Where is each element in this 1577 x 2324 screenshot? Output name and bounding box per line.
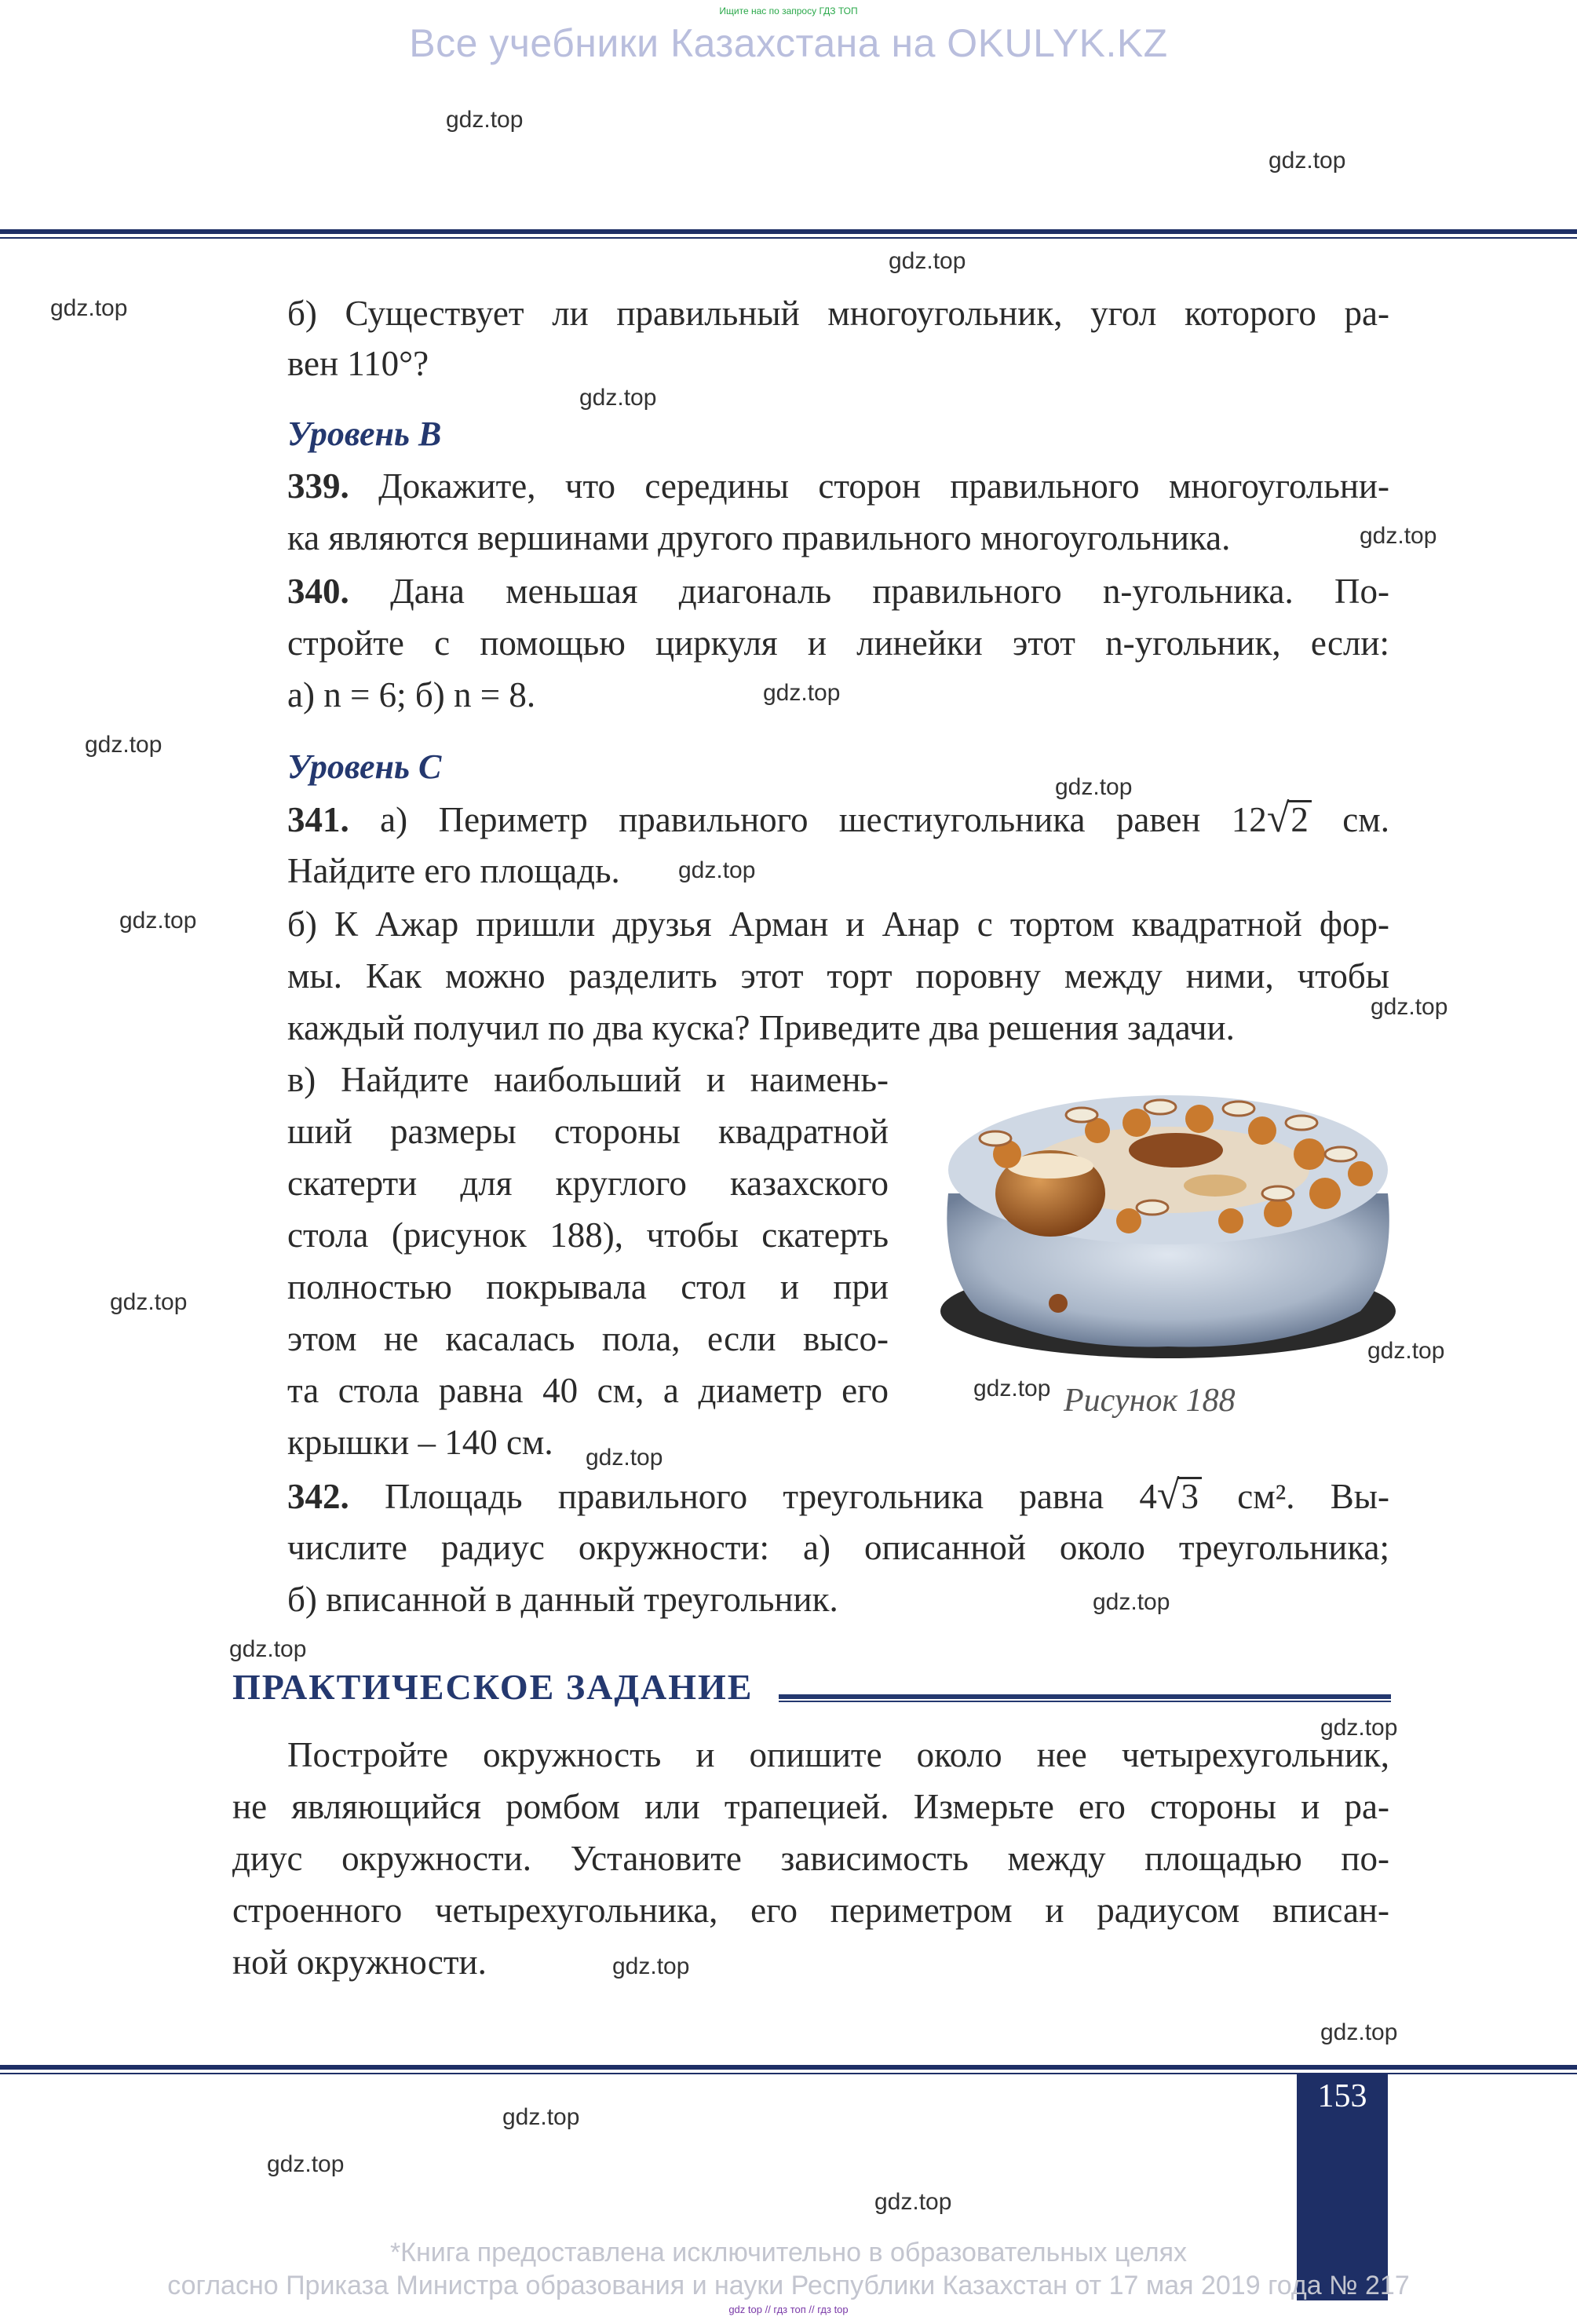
task342-unit: см². Вы- bbox=[1201, 1477, 1389, 1516]
practical-line: Постройте окружность и опишите около нее четырехугольник, bbox=[287, 1735, 1389, 1774]
task338b-line1: б) Существует ли правильный многоугольник, угол которого ра- bbox=[287, 294, 1389, 333]
task342-line1 bbox=[287, 1470, 1389, 1522]
task340-line2: стройте с помощью циркуля и линейки этот n-угольник, если: bbox=[287, 623, 1389, 663]
footer-line2: согласно Приказа Министра образования и науки Республики Казахстан от 17 мая 2019 года № 217 bbox=[167, 2271, 1410, 2300]
watermark: gdz.top bbox=[612, 1953, 690, 1979]
figure-caption: Рисунок 188 bbox=[1064, 1383, 1236, 1419]
watermark: gdz.top bbox=[267, 2151, 345, 2177]
sqrt-sign: √ bbox=[1266, 796, 1290, 841]
task341c-line: этом не касалась пола, если высо- bbox=[287, 1319, 889, 1358]
watermark: gdz.top bbox=[446, 107, 524, 133]
watermark: gdz.top bbox=[1093, 1589, 1170, 1615]
watermark: gdz.top bbox=[229, 1636, 307, 1662]
task340-line3: а) n = 6; б) n = 8. bbox=[287, 675, 536, 714]
watermark: gdz.top bbox=[1055, 774, 1133, 800]
watermark: gdz.top bbox=[1367, 1338, 1445, 1364]
top-rule bbox=[0, 229, 1577, 234]
footer-line1: *Книга предоставлена исключительно в образовательных целях bbox=[389, 2238, 1188, 2267]
watermark: gdz.top bbox=[1360, 523, 1437, 549]
task341c-line: крышки – 140 см. bbox=[287, 1423, 553, 1462]
task341a-root: 2 bbox=[1287, 800, 1312, 837]
top-notice: Ищите нас по запросу ГДЗ ТОП bbox=[719, 5, 858, 16]
heading-underline bbox=[779, 1694, 1391, 1699]
task339-number: 339. bbox=[287, 466, 349, 506]
figure-188-table-illustration bbox=[933, 1076, 1404, 1374]
watermark: gdz.top bbox=[119, 908, 197, 934]
task341c-line: стола (рисунок 188), чтобы скатерть bbox=[287, 1215, 889, 1255]
watermark: gdz.top bbox=[1320, 1715, 1398, 1741]
watermark: gdz.top bbox=[874, 2189, 952, 2215]
practical-line: строенного четырехугольника, его периметром и радиусом вписан- bbox=[232, 1891, 1389, 1930]
task341b-line3: каждый получил по два куска? Приведите два решения задачи. bbox=[287, 1008, 1235, 1047]
heading-underline-thin bbox=[779, 1701, 1391, 1702]
task342-number: 342. bbox=[287, 1477, 349, 1516]
task341a-unit: см. bbox=[1311, 800, 1389, 839]
task341b-line1: б) К Ажар пришли друзья Арман и Анар с тортом квадратной фор- bbox=[287, 904, 1389, 944]
practical-line: ной окружности. bbox=[232, 1942, 487, 1982]
watermark: gdz.top bbox=[85, 732, 162, 758]
bottom-rule bbox=[0, 2065, 1577, 2070]
level-b-heading: Уровень B bbox=[287, 415, 442, 453]
practical-task-heading: ПРАКТИЧЕСКОЕ ЗАДАНИЕ bbox=[232, 1667, 754, 1707]
task342-root: 3 bbox=[1177, 1477, 1202, 1514]
task341c-line: ший размеры стороны квадратной bbox=[287, 1112, 889, 1151]
task341-number: 341. bbox=[287, 800, 349, 839]
task341c-line: полностью покрывала стол и при bbox=[287, 1267, 889, 1306]
task340-number: 340. bbox=[287, 572, 349, 611]
task340-line1 bbox=[287, 565, 1389, 617]
task341a-line2: Найдите его площадь. bbox=[287, 851, 620, 890]
top-rule-thin bbox=[0, 237, 1577, 239]
task342-line2: числите радиус окружности: а) описанной около треугольника; bbox=[287, 1528, 1389, 1567]
practical-line: диус окружности. Установите зависимость между площадью по- bbox=[232, 1839, 1389, 1878]
footer-tiny: gdz top // гдз топ // гдз top bbox=[728, 2304, 849, 2315]
task339-line1 bbox=[287, 460, 1389, 512]
watermark: gdz.top bbox=[586, 1445, 663, 1471]
watermark: gdz.top bbox=[1371, 994, 1448, 1020]
task341a-text: а) Периметр правильного шестиугольника равен 12 bbox=[349, 800, 1267, 839]
page-number: 153 bbox=[1317, 2078, 1367, 2114]
watermark: gdz.top bbox=[973, 1376, 1051, 1401]
task339-text: Докажите, что середины сторон правильного многоугольни- bbox=[349, 466, 1389, 506]
watermark: gdz.top bbox=[1320, 2019, 1398, 2045]
watermark: gdz.top bbox=[889, 248, 966, 274]
task341a-line1 bbox=[287, 793, 1389, 846]
task342-line3: б) вписанной в данный треугольник. bbox=[287, 1580, 838, 1619]
watermark: gdz.top bbox=[1269, 148, 1346, 174]
task338b-line2: вен 110°? bbox=[287, 344, 429, 383]
level-c-heading: Уровень C bbox=[287, 747, 442, 786]
task341c-line: скатерти для круглого казахского bbox=[287, 1164, 889, 1203]
task341c-line: та стола равна 40 см, а диаметр его bbox=[287, 1371, 889, 1410]
task341b-line2: мы. Как можно разделить этот торт поровну между ними, чтобы bbox=[287, 956, 1389, 996]
task340-text: Дана меньшая диагональ правильного n-угольника. По- bbox=[349, 572, 1389, 611]
task342-text: Площадь правильного треугольника равна 4 bbox=[349, 1477, 1157, 1516]
watermark: gdz.top bbox=[579, 385, 657, 411]
site-banner[interactable]: Все учебники Казахстана на OKULYK.KZ bbox=[409, 21, 1168, 65]
watermark: gdz.top bbox=[502, 2104, 580, 2130]
task341c-line: в) Найдите наибольший и наимень- bbox=[287, 1060, 889, 1099]
practical-line: не являющийся ромбом или трапецией. Измерьте его стороны и ра- bbox=[232, 1787, 1389, 1826]
watermark: gdz.top bbox=[763, 680, 841, 706]
watermark: gdz.top bbox=[678, 857, 756, 883]
watermark: gdz.top bbox=[50, 295, 128, 321]
watermark: gdz.top bbox=[110, 1289, 188, 1315]
sqrt-sign: √ bbox=[1156, 1473, 1180, 1518]
task339-line2: ка являются вершинами другого правильного многоугольника. bbox=[287, 518, 1231, 557]
